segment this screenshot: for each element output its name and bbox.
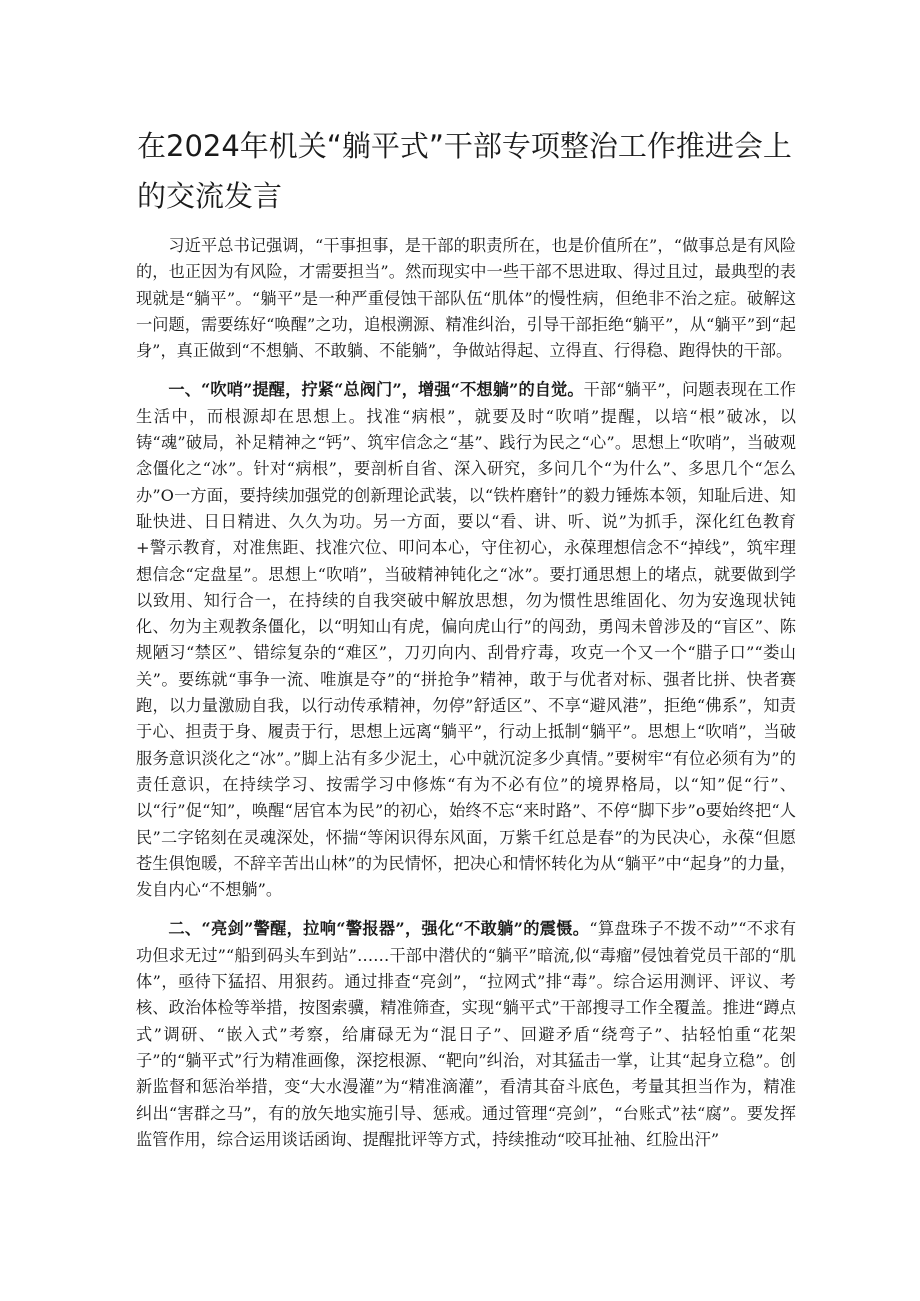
- paragraph-section-1: [136, 377, 796, 903]
- document-body: [136, 233, 796, 1166]
- document-title: 在2024年机关“躺平式”干部专项整治工作推进会上的交流发言: [137, 129, 792, 213]
- paragraph-text: 习近平总书记强调，“干事担事，是干部的职责所在，也是价值所在”，“做事总是有风险的，也正因为有风险，才需要担当”。然而现实中一些干部不思进取、得过且过，最典型的表现就是“躺平”。“躺平”是一种严重侵蚀干部队伍“肌体”的慢性病，但绝非不治之症。破解这一问题，需要练好“唤醒”之功，追根溯源、精准纠治，引导干部拒绝“躺平”，从“躺平”到“起身”，真正做到“不想躺、不敢躺、不能躺”，争做站得起、立得直、行得稳、跑得快的干部。: [136, 236, 796, 361]
- paragraph-intro: [136, 233, 796, 364]
- paragraph-text: “算盘珠子不拨不动”“不求有功但求无过”“船到码头车到站”……干部中潜伏的“躺平”暗流,似“毒瘤”侵蚀着党员干部的“肌体”，亟待下猛招、用狠药。通过排查“亮剑”，“拉网式”排“毒”。综合运用测评、评议、考核、政治体检等举措，按图索骥，精准筛查，实现“躺平式”干部搜寻工作全覆盖。推进“蹲点式”调研、“嵌入式”考察，给庸碌无为“混日子”、回避矛盾“绕弯子”、拈轻怕重“花架子”的“躺平式”行为精准画像，深挖根源、“靶向”纠治，对其猛击一掌，让其“起身立稳”。创新监督和惩治举措，变“大水漫灌”为“精准滴灌”，看清其奋斗底色，考量其担当作为，精准纠出“害群之马”，有的放矢地实施引导、惩戒。通过管理“亮剑”，“台账式”祛“腐”。要发挥监管作用，综合运用谈话函询、提醒批评等方式，持续推动“咬耳扯袖、红脸出汗”: [136, 919, 797, 1149]
- paragraph-section-2: [136, 916, 796, 1153]
- section-heading: 二、“亮剑”警醒，拉响“警报器”，强化“不敢躺”的震慑。: [168, 919, 590, 939]
- paragraph-text: 干部“躺平”，问题表现在工作生活中，而根源却在思想上。找准“病根”，就要及时“吹哨”提醒，以培“根”破冰，以铸“魂”破局，补足精神之“钙”、筑牢信念之“基”、践行为民之“心”。思想上“吹哨”，当破观念僵化之“冰”。针对“病根”，要剖析自省、深入研究，多问几个“为什么”、多思几个“怎么办”O一方面，要持续加强党的创新理论武装，以“铁杵磨针”的毅力锤炼本领，知耻后进、知耻快进、日日精进、久久为功。另一方面，要以“看、讲、听、说”为抓手，深化红色教育+警示教育，对准焦距、找准穴位、叩问本心，守住初心，永葆理想信念不“掉线”，筑牢理想信念“定盘星”。思想上“吹哨”，当破精神钝化之“冰”。要打通思想上的堵点，就要做到学以致用、知行合一，在持续的自我突破中解放思想，勿为惯性思维固化、勿为安逸现状钝化、勿为主观教条僵化，以“明知山有虎，偏向虎山行”的闯劲，勇闯未曾涉及的“盲区”、陈规陋习“禁区”、错综复杂的“难区”，刀刃向内、刮骨疗毒，攻克一个又一个“腊子口”“娄山关”。要练就“事争一流、唯旗是夺”的“拼抢争”精神，敢于与优者对标、强者比拼、快者赛跑，以力量激励自我，以行动传承精神，勿停”舒适区”、不享“避风港”，拒绝“佛系”，知责于心、担责于身、履责于行，思想上远离“躺平”，行动上抵制“躺平”。思想上“吹哨”，当破服务意识淡化之“冰”。”脚上沾有多少泥土，心中就沉淀多少真情。”要树牢“有位必须有为”的责任意识，在持续学习、按需学习中修炼“有为不必有位”的境界格局，以“知”促“行”、以“行”促“知”，唤醒“居官本为民”的初心，始终不忘“来时路”、不停“脚下步”o要始终把“人民”二字铭刻在灵魂深处，怀揣“等闲识得东风面，万紫千红总是春”的为民决心，永葆“但愿苍生俱饱暖，不辞辛苦出山林”的为民情怀，把决心和情怀转化为从“躺平”中“起身”的力量，发自内心“不想躺”。: [136, 380, 796, 900]
- section-heading: 一、“吹哨”提醒，拧紧“总阀门”，增强“不想躺”的自觉。: [168, 380, 584, 400]
